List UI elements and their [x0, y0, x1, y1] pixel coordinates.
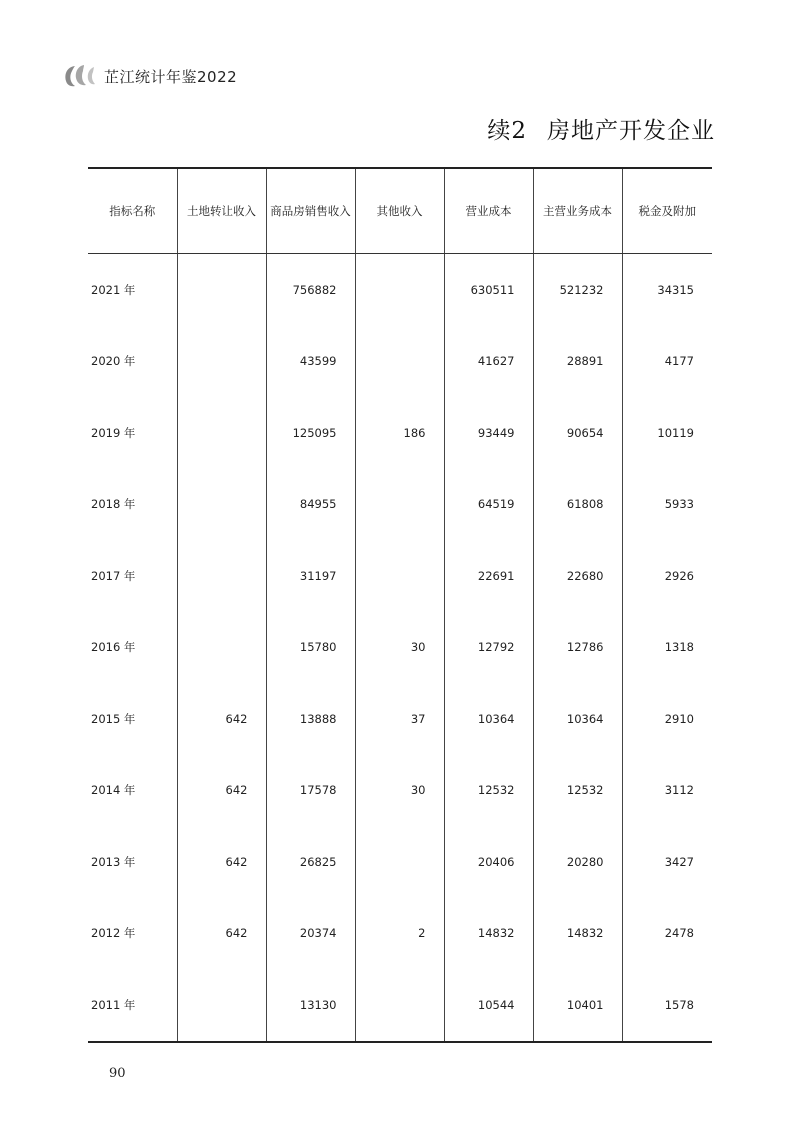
table-cell: 521232: [533, 254, 622, 326]
row-label: 2015 年: [91, 711, 136, 726]
column-header-other-income: 其他收入: [355, 168, 444, 254]
table-cell: [355, 540, 444, 612]
column-header-indicator: 指标名称: [88, 168, 177, 254]
table-cell: 642: [177, 755, 266, 827]
column-header-land-transfer-income: 土地转让收入: [177, 168, 266, 254]
table-cell: 186: [355, 397, 444, 469]
table-cell: 31197: [266, 540, 355, 612]
table-cell: 642: [177, 683, 266, 755]
column-header-operating-cost: 营业成本: [444, 168, 533, 254]
table-cell: 642: [177, 826, 266, 898]
table-cell: [355, 326, 444, 398]
table-body: [88, 254, 712, 1042]
table-row: [88, 254, 712, 326]
table-cell: 3112: [622, 755, 712, 827]
table-cell: 20280: [533, 826, 622, 898]
table-cell: 10364: [444, 683, 533, 755]
statistics-table: [88, 167, 712, 1043]
row-label: 2017 年: [91, 568, 136, 583]
table-cell: 13888: [266, 683, 355, 755]
table-cell: 3427: [622, 826, 712, 898]
row-label: 2018 年: [91, 497, 136, 512]
table-cell: 37: [355, 683, 444, 755]
page-number: 90: [109, 1066, 126, 1081]
table-cell: 90654: [533, 397, 622, 469]
table-row: [88, 540, 712, 612]
table-cell: 10364: [533, 683, 622, 755]
row-label: 2011 年: [91, 997, 136, 1012]
table-cell: 2926: [622, 540, 712, 612]
row-label: 2020 年: [91, 354, 136, 369]
table-cell: [177, 969, 266, 1042]
page-header: [62, 62, 237, 90]
table-row: [88, 755, 712, 827]
table-header-row: [88, 168, 712, 254]
table-cell: 30: [355, 612, 444, 684]
table-cell: 1318: [622, 612, 712, 684]
table-cell: 22691: [444, 540, 533, 612]
section-heading: [487, 112, 715, 145]
table-cell: 34315: [622, 254, 712, 326]
table-cell: 43599: [266, 326, 355, 398]
column-header-taxes-and-surcharges: 税金及附加: [622, 168, 712, 254]
table-cell: 84955: [266, 469, 355, 541]
row-label: 2014 年: [91, 783, 136, 798]
table-row: [88, 898, 712, 970]
table-row: [88, 397, 712, 469]
table-row: [88, 326, 712, 398]
table-cell: 2910: [622, 683, 712, 755]
table-cell: 14832: [533, 898, 622, 970]
table-cell: 14832: [444, 898, 533, 970]
table-cell: 12532: [533, 755, 622, 827]
table-cell: 61808: [533, 469, 622, 541]
table-cell: 2: [355, 898, 444, 970]
table-cell: [177, 612, 266, 684]
table-cell: [177, 397, 266, 469]
table-cell: 630511: [444, 254, 533, 326]
table-cell: 17578: [266, 755, 355, 827]
table-row: [88, 612, 712, 684]
table-cell: 28891: [533, 326, 622, 398]
book-title: 芷江统计年鉴2022: [104, 67, 238, 86]
table-cell: 41627: [444, 326, 533, 398]
table-cell: 20374: [266, 898, 355, 970]
row-label: 2019 年: [91, 425, 136, 440]
table-cell: 93449: [444, 397, 533, 469]
table-cell: 10544: [444, 969, 533, 1042]
table-row: [88, 469, 712, 541]
section-number: 续2: [487, 118, 527, 144]
table-cell: [355, 254, 444, 326]
table-cell: [177, 540, 266, 612]
row-label: 2016 年: [91, 640, 136, 655]
table-row: [88, 683, 712, 755]
table-cell: 20406: [444, 826, 533, 898]
table-cell: [177, 469, 266, 541]
table-row: [88, 826, 712, 898]
table-cell: [355, 969, 444, 1042]
table-cell: 15780: [266, 612, 355, 684]
table-cell: 1578: [622, 969, 712, 1042]
row-label: 2013 年: [91, 854, 136, 869]
column-header-main-business-cost: 主营业务成本: [533, 168, 622, 254]
column-header-housing-sales-income: 商品房销售收入: [266, 168, 355, 254]
table-cell: 12532: [444, 755, 533, 827]
table-cell: 10119: [622, 397, 712, 469]
table-cell: 12792: [444, 612, 533, 684]
table-row: [88, 969, 712, 1042]
yearbook-logo-icon: [62, 63, 98, 89]
table-cell: 125095: [266, 397, 355, 469]
table-cell: [177, 254, 266, 326]
table-cell: 26825: [266, 826, 355, 898]
table-cell: 30: [355, 755, 444, 827]
table-cell: 13130: [266, 969, 355, 1042]
table-cell: [177, 326, 266, 398]
row-label: 2021 年: [91, 282, 136, 297]
row-label: 2012 年: [91, 926, 136, 941]
table-cell: 2478: [622, 898, 712, 970]
table-cell: [355, 826, 444, 898]
table-cell: 12786: [533, 612, 622, 684]
table-cell: [355, 469, 444, 541]
table-cell: 10401: [533, 969, 622, 1042]
table-cell: 756882: [266, 254, 355, 326]
table-cell: 5933: [622, 469, 712, 541]
table-cell: 642: [177, 898, 266, 970]
table-cell: 22680: [533, 540, 622, 612]
table-cell: 4177: [622, 326, 712, 398]
table-cell: 64519: [444, 469, 533, 541]
section-title: 房地产开发企业: [547, 118, 715, 144]
